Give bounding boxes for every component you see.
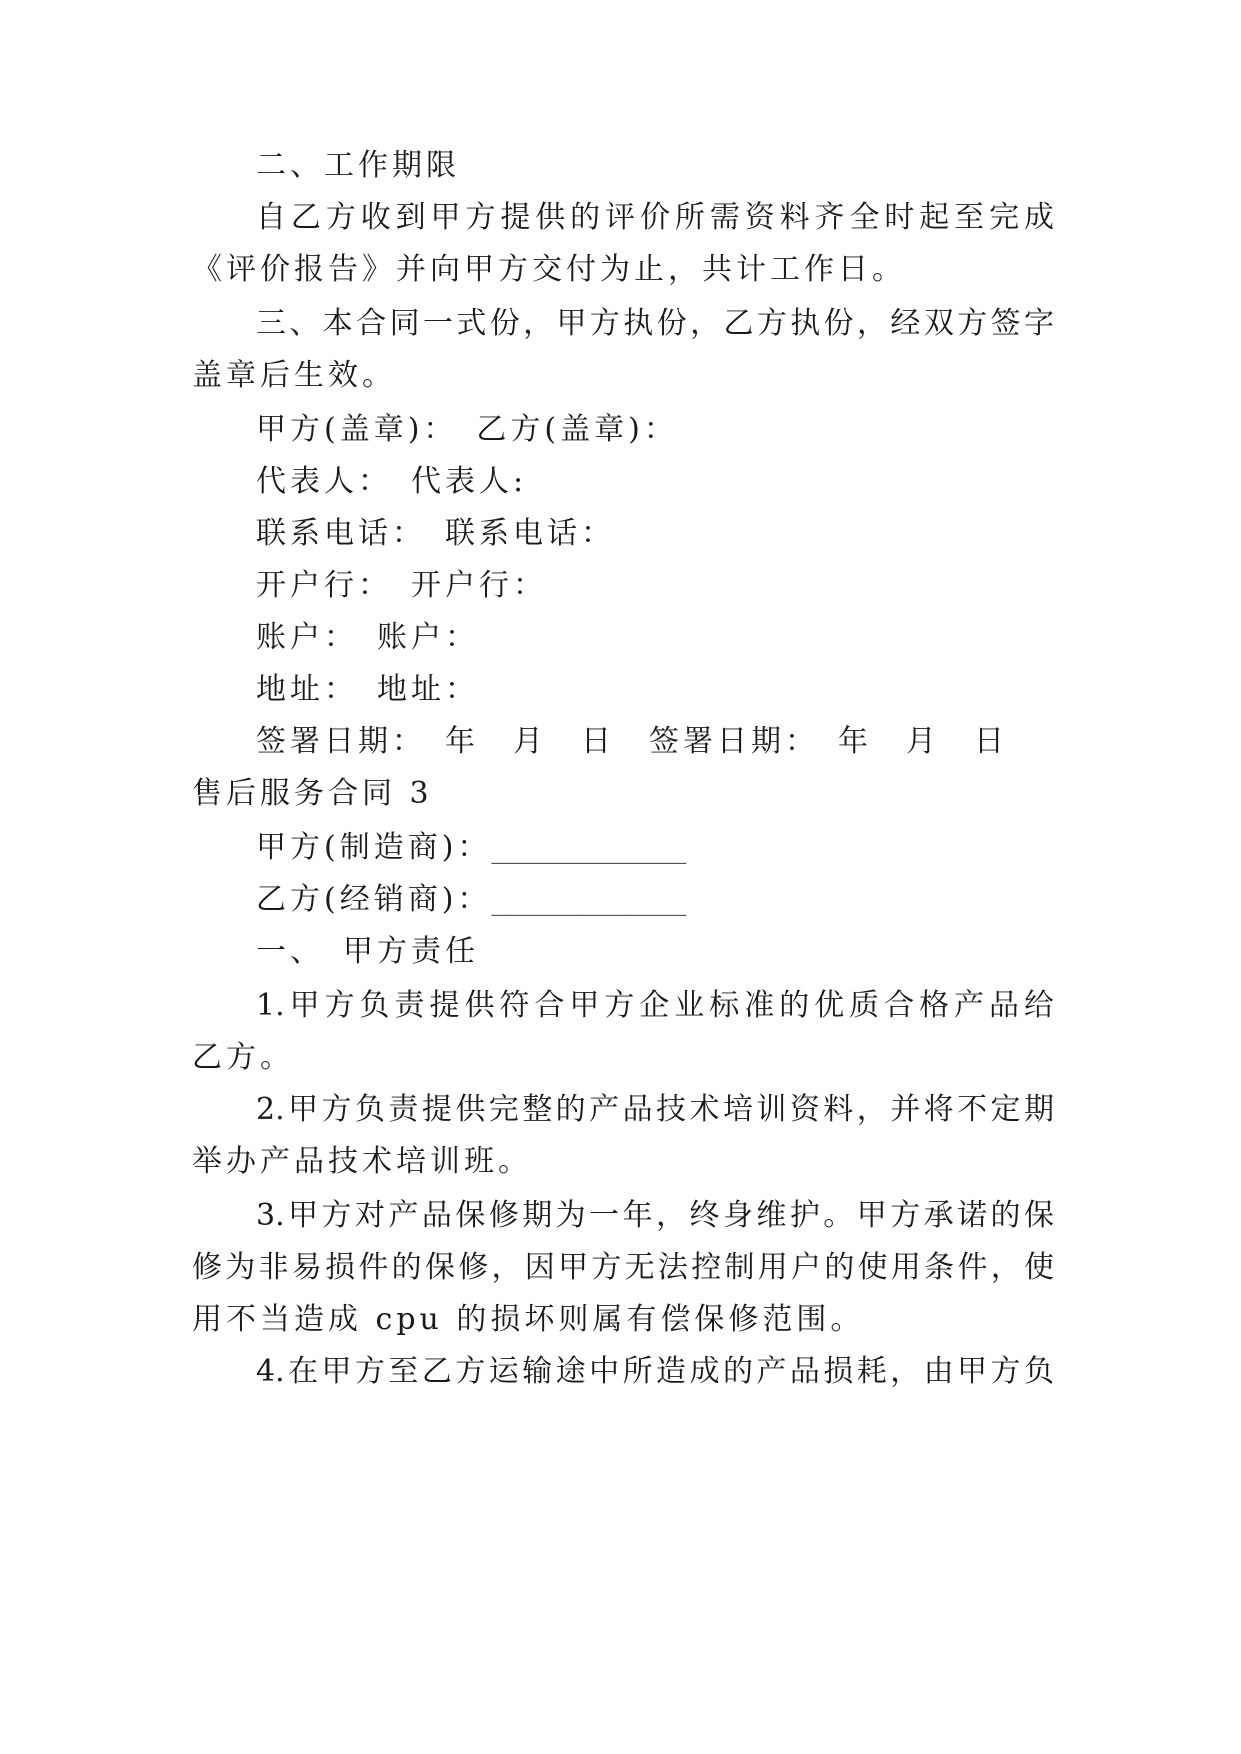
line-text: 开户行： 开户行： [256, 568, 547, 603]
line-text: 地址： 地址： [256, 672, 479, 707]
line-text: 4.在甲方至乙方运输途中所造成的产品损耗，由甲方负 [256, 1354, 1054, 1389]
section-heading-work-period [192, 146, 1054, 186]
line-text: 乙方(经销商)： [256, 882, 492, 917]
phone-line [192, 514, 1054, 554]
bank-line [192, 566, 1054, 606]
line-text: 2.甲方负责提供完整的产品技术培训资料，并将不定期 [256, 1092, 1054, 1127]
paragraph-line [192, 250, 1054, 290]
line-text: 1.甲方负责提供符合甲方企业标准的优质合格产品给 [256, 988, 1054, 1023]
party-b-dealer-line [192, 880, 1054, 920]
contract-title [192, 774, 1054, 814]
line-text: 自乙方收到甲方提供的评价所需资料齐全时起至完成 [256, 200, 1054, 235]
line-text: 甲方(盖章)： 乙方(盖章)： [256, 412, 678, 447]
line-text: 联系电话： 联系电话： [256, 516, 615, 551]
line-text: 盖章后生效。 [192, 358, 396, 393]
line-text: 修为非易损件的保修，因甲方无法控制用户的使用条件，使 [192, 1250, 1054, 1285]
line-text: 用不当造成 cpu 的损坏则属有偿保修范围。 [192, 1302, 865, 1337]
paragraph-line [192, 1196, 1054, 1236]
fill-blank: _____________ [491, 882, 687, 917]
line-text: 举办产品技术培训班。 [192, 1144, 532, 1179]
line-text: 乙方。 [192, 1040, 294, 1075]
line-text: 3.甲方对产品保修期为一年，终身维护。甲方承诺的保 [256, 1198, 1054, 1233]
paragraph-line [192, 1142, 1054, 1182]
address-line [192, 670, 1054, 710]
account-line [192, 618, 1054, 658]
paragraph-line [192, 1090, 1054, 1130]
line-text: 代表人： 代表人: [256, 464, 528, 499]
line-text: 一、 甲方责任 [256, 934, 479, 969]
line-text: 二、工作期限 [256, 148, 460, 183]
line-text: 售后服务合同 3 [192, 776, 433, 811]
paragraph-line [192, 1300, 1054, 1340]
representative-line [192, 462, 1054, 502]
paragraph-line [192, 304, 1054, 344]
signing-date-line [192, 722, 1054, 762]
line-text: 《评价报告》并向甲方交付为止，共计工作日。 [192, 252, 906, 287]
party-a-manufacturer-line [192, 828, 1054, 868]
paragraph-line [192, 1352, 1054, 1392]
paragraph-line [192, 986, 1054, 1026]
line-text: 三、本合同一式份，甲方执份，乙方执份，经双方签字 [256, 306, 1054, 341]
line-text: 签署日期： 年 月 日 签署日期： 年 月 日 [256, 724, 1008, 759]
paragraph-line [192, 1038, 1054, 1078]
fill-blank: _____________ [491, 830, 687, 865]
line-text: 甲方(制造商)： [256, 830, 492, 865]
signature-party-line [192, 410, 1054, 450]
paragraph-line [192, 198, 1054, 238]
section-heading-party-a-duties [192, 932, 1054, 972]
line-text: 账户： 账户： [256, 620, 479, 655]
paragraph-line [192, 356, 1054, 396]
paragraph-line [192, 1248, 1054, 1288]
